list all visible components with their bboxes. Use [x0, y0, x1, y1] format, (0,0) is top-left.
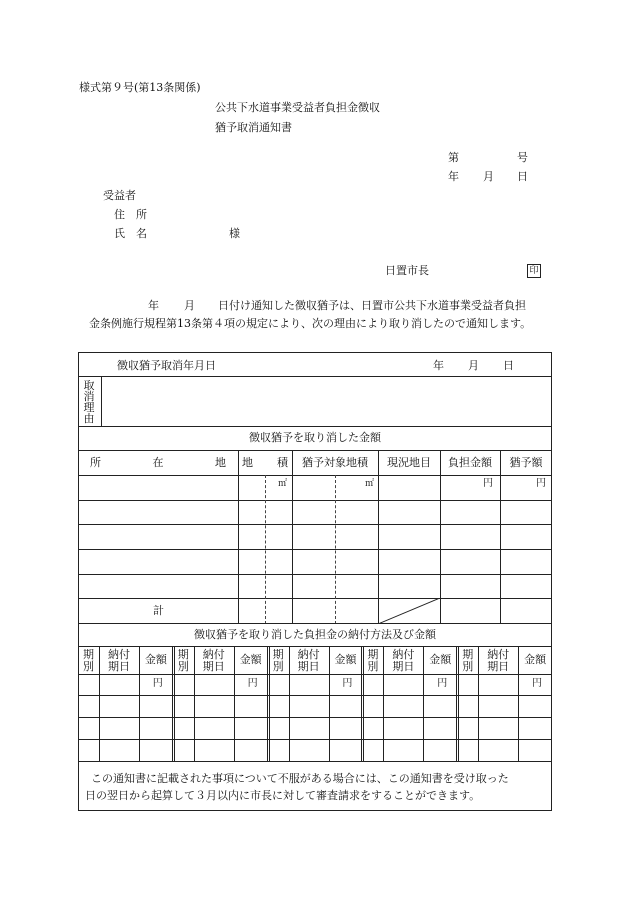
diagonal-strike: [378, 598, 440, 624]
col-location: 所 在 地: [90, 455, 226, 469]
col-area: 地 積: [242, 455, 288, 469]
document-title-line1: 公共下水道事業受益者負担金徴収: [215, 101, 380, 114]
issue-date-year: 年: [448, 170, 459, 183]
honorific: 様: [229, 227, 240, 240]
cancel-date-day: 日: [503, 359, 514, 372]
total-label: 計: [153, 604, 164, 617]
yen-unit: 円: [247, 678, 258, 689]
body-year: 年: [148, 299, 159, 312]
form-number: 様式第９号(第13条関係): [79, 81, 201, 94]
cancellation-table: [78, 352, 552, 624]
header-amount: 金額: [524, 653, 547, 667]
header-period: 期 別: [462, 647, 474, 673]
header-period: 期 別: [83, 647, 94, 673]
yen-unit: 円: [152, 678, 163, 689]
deferred-area-unit: ㎡: [365, 479, 375, 489]
col-charge-amount: 負担金額: [448, 455, 492, 469]
cancel-date-year: 年: [433, 359, 444, 372]
yen-unit: 円: [532, 678, 542, 689]
appeal-note-line2: 日の翌日から起算して３月以内に市長に対して審査請求をすることができます。: [85, 789, 481, 802]
header-due-date: 納付 期日: [202, 647, 225, 673]
number-prefix: 第: [448, 151, 459, 164]
cancel-date-month: 月: [468, 359, 479, 372]
reason-label: 取消理由: [83, 379, 95, 425]
issue-date-month: 月: [483, 170, 494, 183]
header-period: 期 別: [272, 647, 284, 673]
seal-mark: 印: [527, 264, 541, 278]
issue-date-day: 日: [517, 170, 528, 183]
issuer-title: 日置市長: [385, 264, 429, 277]
header-amount: 金額: [144, 653, 167, 667]
col-deferred-amount: 猶予額: [509, 455, 543, 469]
col-land-category: 現況地目: [387, 455, 431, 469]
appeal-note-line1: この通知書に記載された事項について不服がある場合には、この通知書を受け取った: [91, 772, 509, 785]
recipient-label: 受益者: [103, 189, 136, 202]
col-deferred-area: 猶予対象地積: [302, 455, 368, 469]
cancel-date-label: 徴収猶予取消年月日: [117, 359, 216, 372]
header-amount: 金額: [239, 653, 262, 667]
yen-unit: 円: [342, 678, 353, 689]
charge-yen-unit: 円: [483, 478, 493, 489]
address-label: 住 所: [114, 208, 147, 221]
body-month: 月: [184, 299, 195, 312]
deferred-yen-unit: 円: [536, 478, 546, 489]
header-period: 期 別: [367, 647, 379, 673]
number-suffix: 号: [517, 151, 528, 164]
header-due-date: 納付 期日: [487, 647, 510, 673]
header-amount: 金額: [429, 653, 452, 667]
header-amount: 金額: [334, 653, 357, 667]
yen-unit: 円: [437, 678, 448, 689]
amount-section-title: 徴収猶予を取り消した金額: [249, 430, 381, 444]
header-due-date: 納付 期日: [108, 647, 130, 673]
header-due-date: 納付 期日: [392, 647, 415, 673]
body-line2: 金条例施行規程第13条第４項の規定により、次の理由により取り消したので通知します。: [89, 317, 532, 330]
document-title-line2: 猶予取消通知書: [215, 121, 292, 134]
name-label: 氏 名: [114, 227, 147, 240]
area-unit: ㎡: [278, 479, 288, 489]
body-line1: 日付け通知した徴収猶予は、日置市公共下水道事業受益者負担: [218, 299, 526, 312]
header-period: 期 別: [177, 647, 189, 673]
payment-section-title: 徴収猶予を取り消した負担金の納付方法及び金額: [194, 627, 436, 641]
header-due-date: 納付 期日: [297, 647, 320, 673]
